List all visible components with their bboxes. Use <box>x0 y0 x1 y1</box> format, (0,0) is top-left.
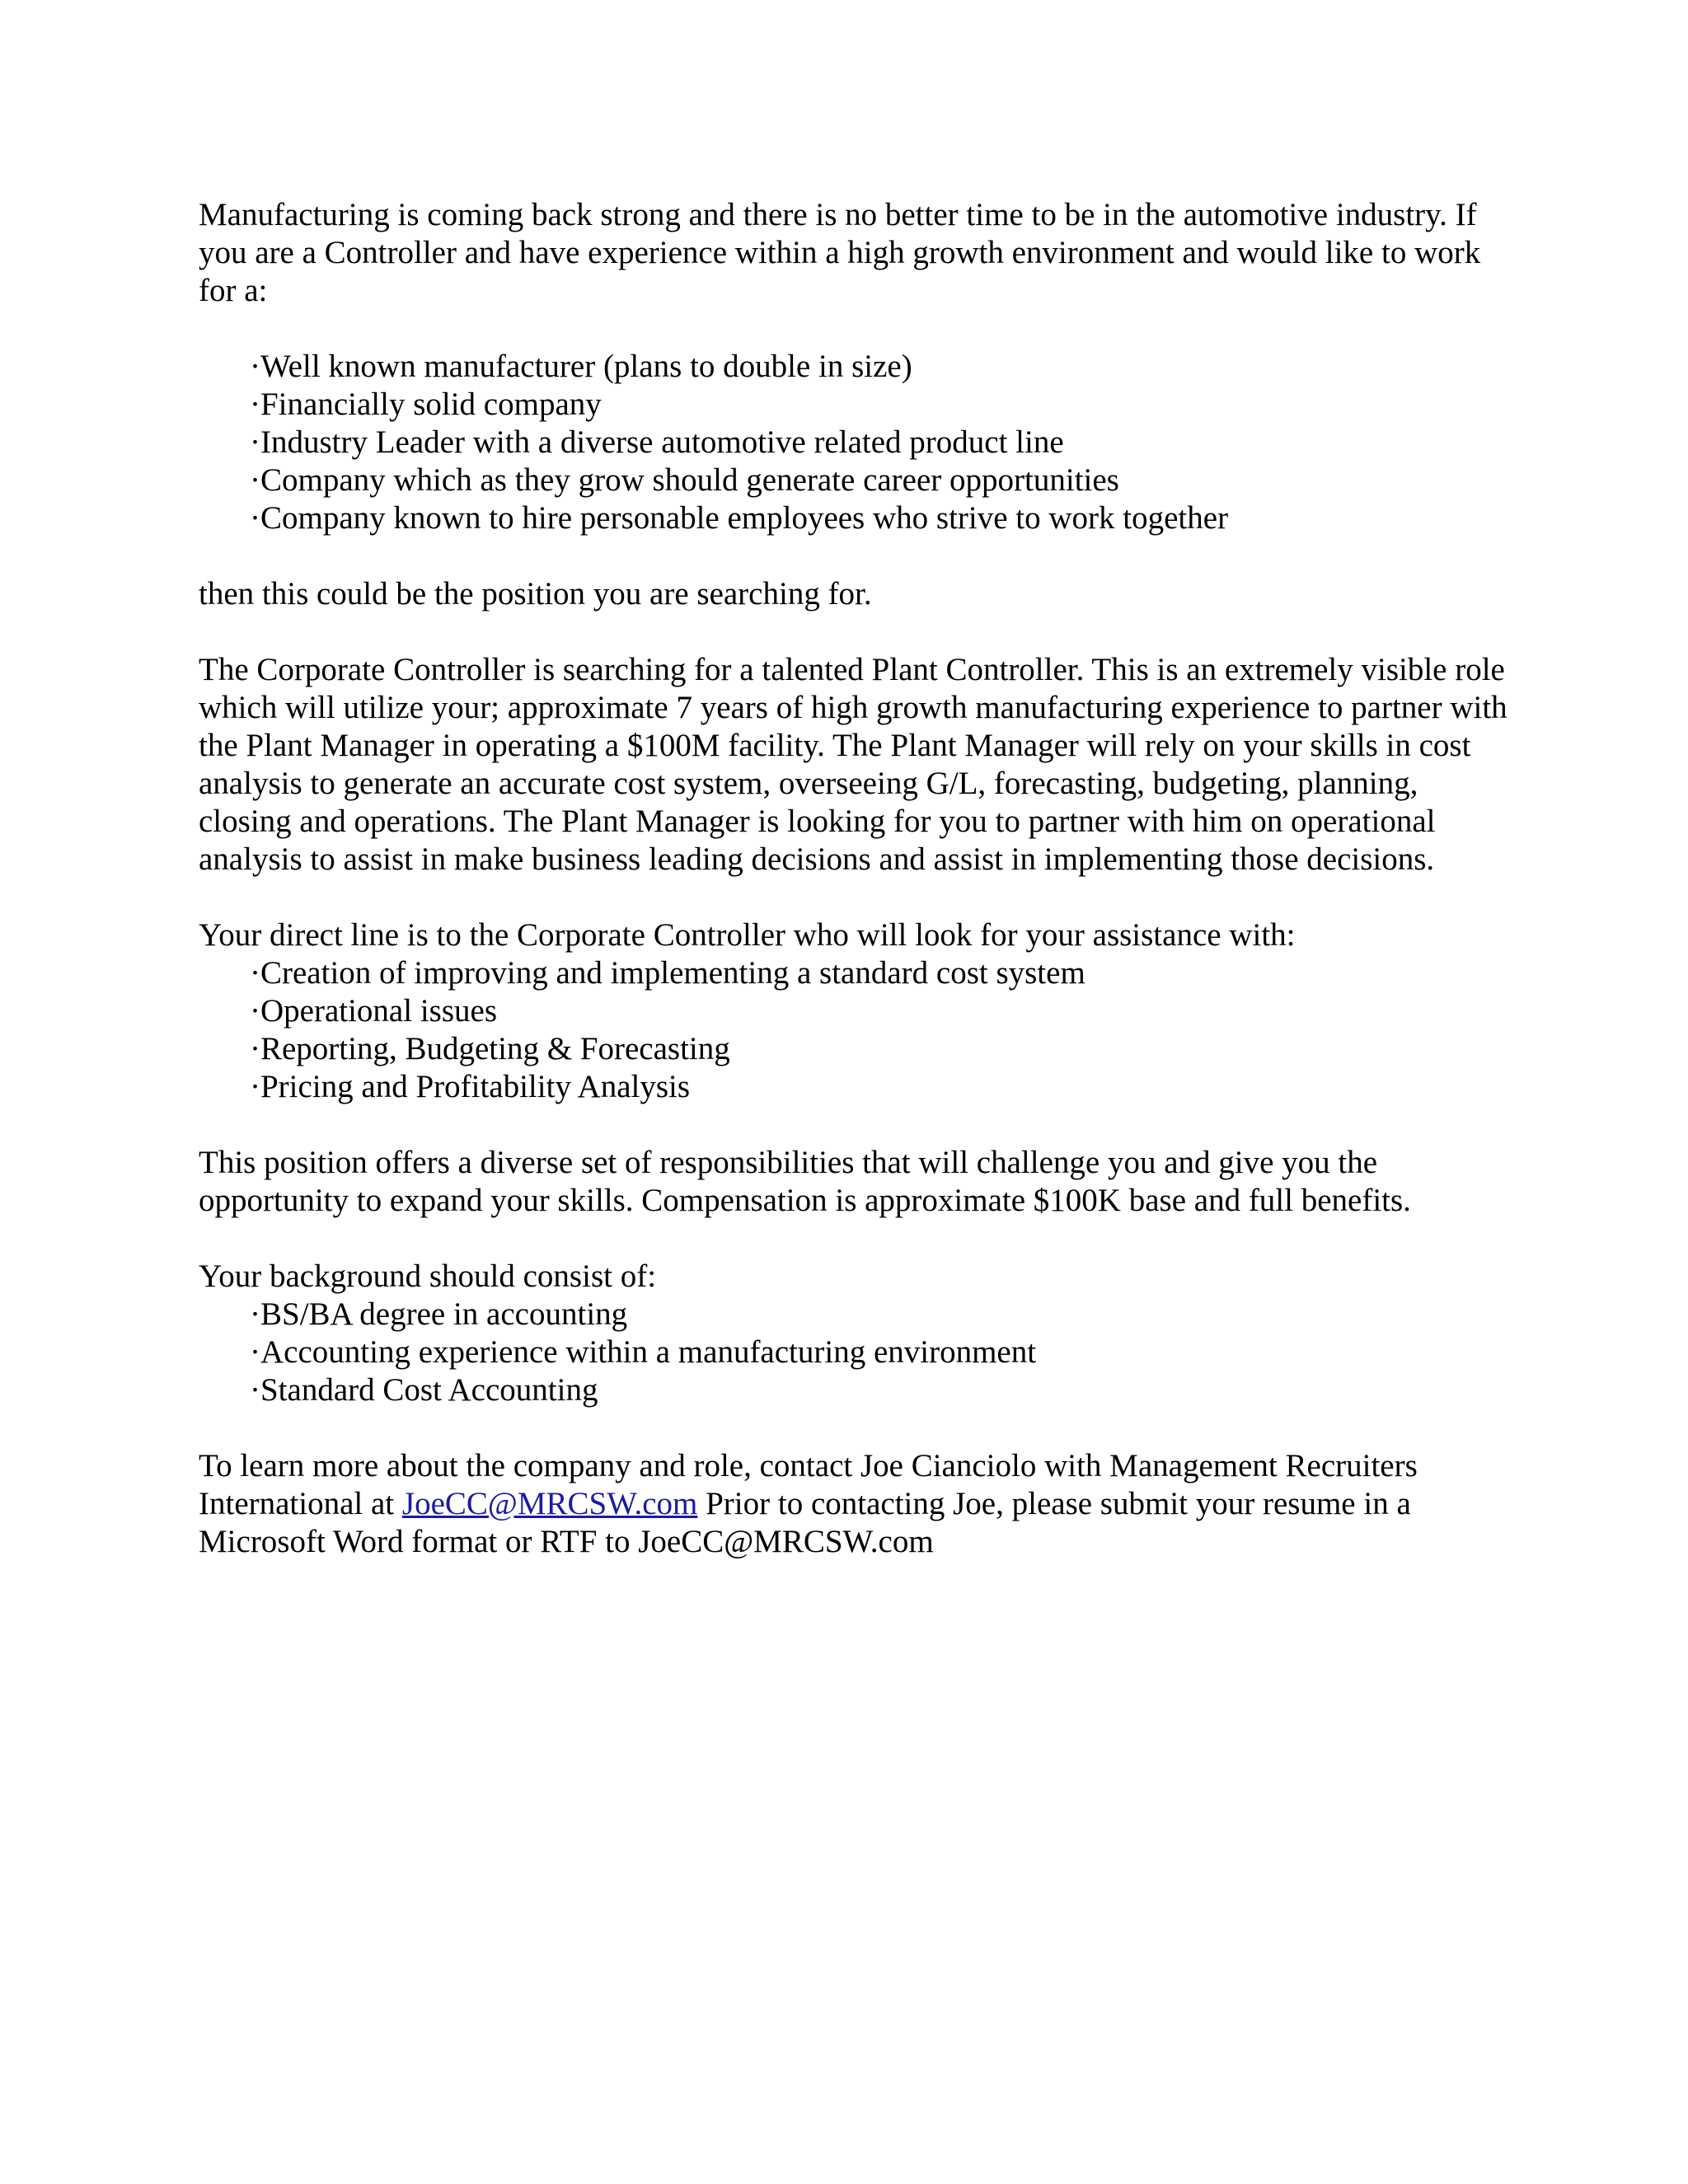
contact-text-after: Prior to contacting Joe, please submit your resume in a Microsoft Word format or RTF to JoeCC@MRCSW.com <box>199 1486 1411 1559</box>
background-paragraph: Your background should consist of: <box>199 1258 657 1294</box>
offer-paragraph: This position offers a diverse set of responsibilities that will challenge you and give you the opportunity to expand your skills. Compensation is approximate $100K base and full benefits. <box>199 1145 1411 1218</box>
role-paragraph: The Corporate Controller is searching for a talented Plant Controller. This is an extremely visible role which will utilize your; approximate 7 years of high growth manufacturing experience to partner with the Plant Manager in operating a $100M facility. The Plant Manager will rely on your skills in cost analysis to generate an accurate cost system, overseeing G/L, forecasting, budgeting, planning, closing and operations. The Plant Manager is looking for you to partner with him on operational analysis to assist in make business leading decisions and assist in implementing those decisions. <box>199 652 1507 877</box>
company-bullet-list <box>199 348 1517 537</box>
list-item: ·Standard Cost Accounting <box>250 1372 598 1408</box>
assistance-bullet-list <box>199 954 1517 1106</box>
background-bullet-list <box>199 1296 1517 1409</box>
contact-paragraph <box>199 1447 1517 1561</box>
list-item: ·Financially solid company <box>250 387 602 422</box>
contact-text-before: To learn more about the company and role, contact Joe Cianciolo with Management Recruiters International at <box>199 1448 1418 1521</box>
email-link[interactable]: JoeCC@MRCSW.com <box>401 1486 698 1521</box>
list-item: ·Well known manufacturer (plans to double in size) <box>250 349 912 384</box>
list-item: ·Accounting experience within a manufacturing environment <box>250 1334 1037 1370</box>
list-item: ·BS/BA degree in accounting <box>250 1296 628 1332</box>
document-page <box>199 196 1517 1599</box>
list-item: ·Company which as they grow should generate career opportunities <box>250 462 1119 498</box>
list-item: ·Operational issues <box>250 993 498 1029</box>
intro-paragraph: Manufacturing is coming back strong and there is no better time to be in the automotive industry. If you are a Controller and have experience within a high growth environment and would like to work for a: <box>199 197 1481 308</box>
list-item: ·Industry Leader with a diverse automotive related product line <box>250 424 1064 460</box>
direct-line-paragraph: Your direct line is to the Corporate Controller who will look for your assistance with: <box>199 917 1296 953</box>
list-item: ·Company known to hire personable employees who strive to work together <box>250 500 1229 536</box>
list-item: ·Creation of improving and implementing a standard cost system <box>250 955 1085 991</box>
list-item: ·Pricing and Profitability Analysis <box>250 1069 691 1104</box>
list-item: ·Reporting, Budgeting & Forecasting <box>250 1031 730 1066</box>
closing-line: then this could be the position you are searching for. <box>199 576 872 612</box>
